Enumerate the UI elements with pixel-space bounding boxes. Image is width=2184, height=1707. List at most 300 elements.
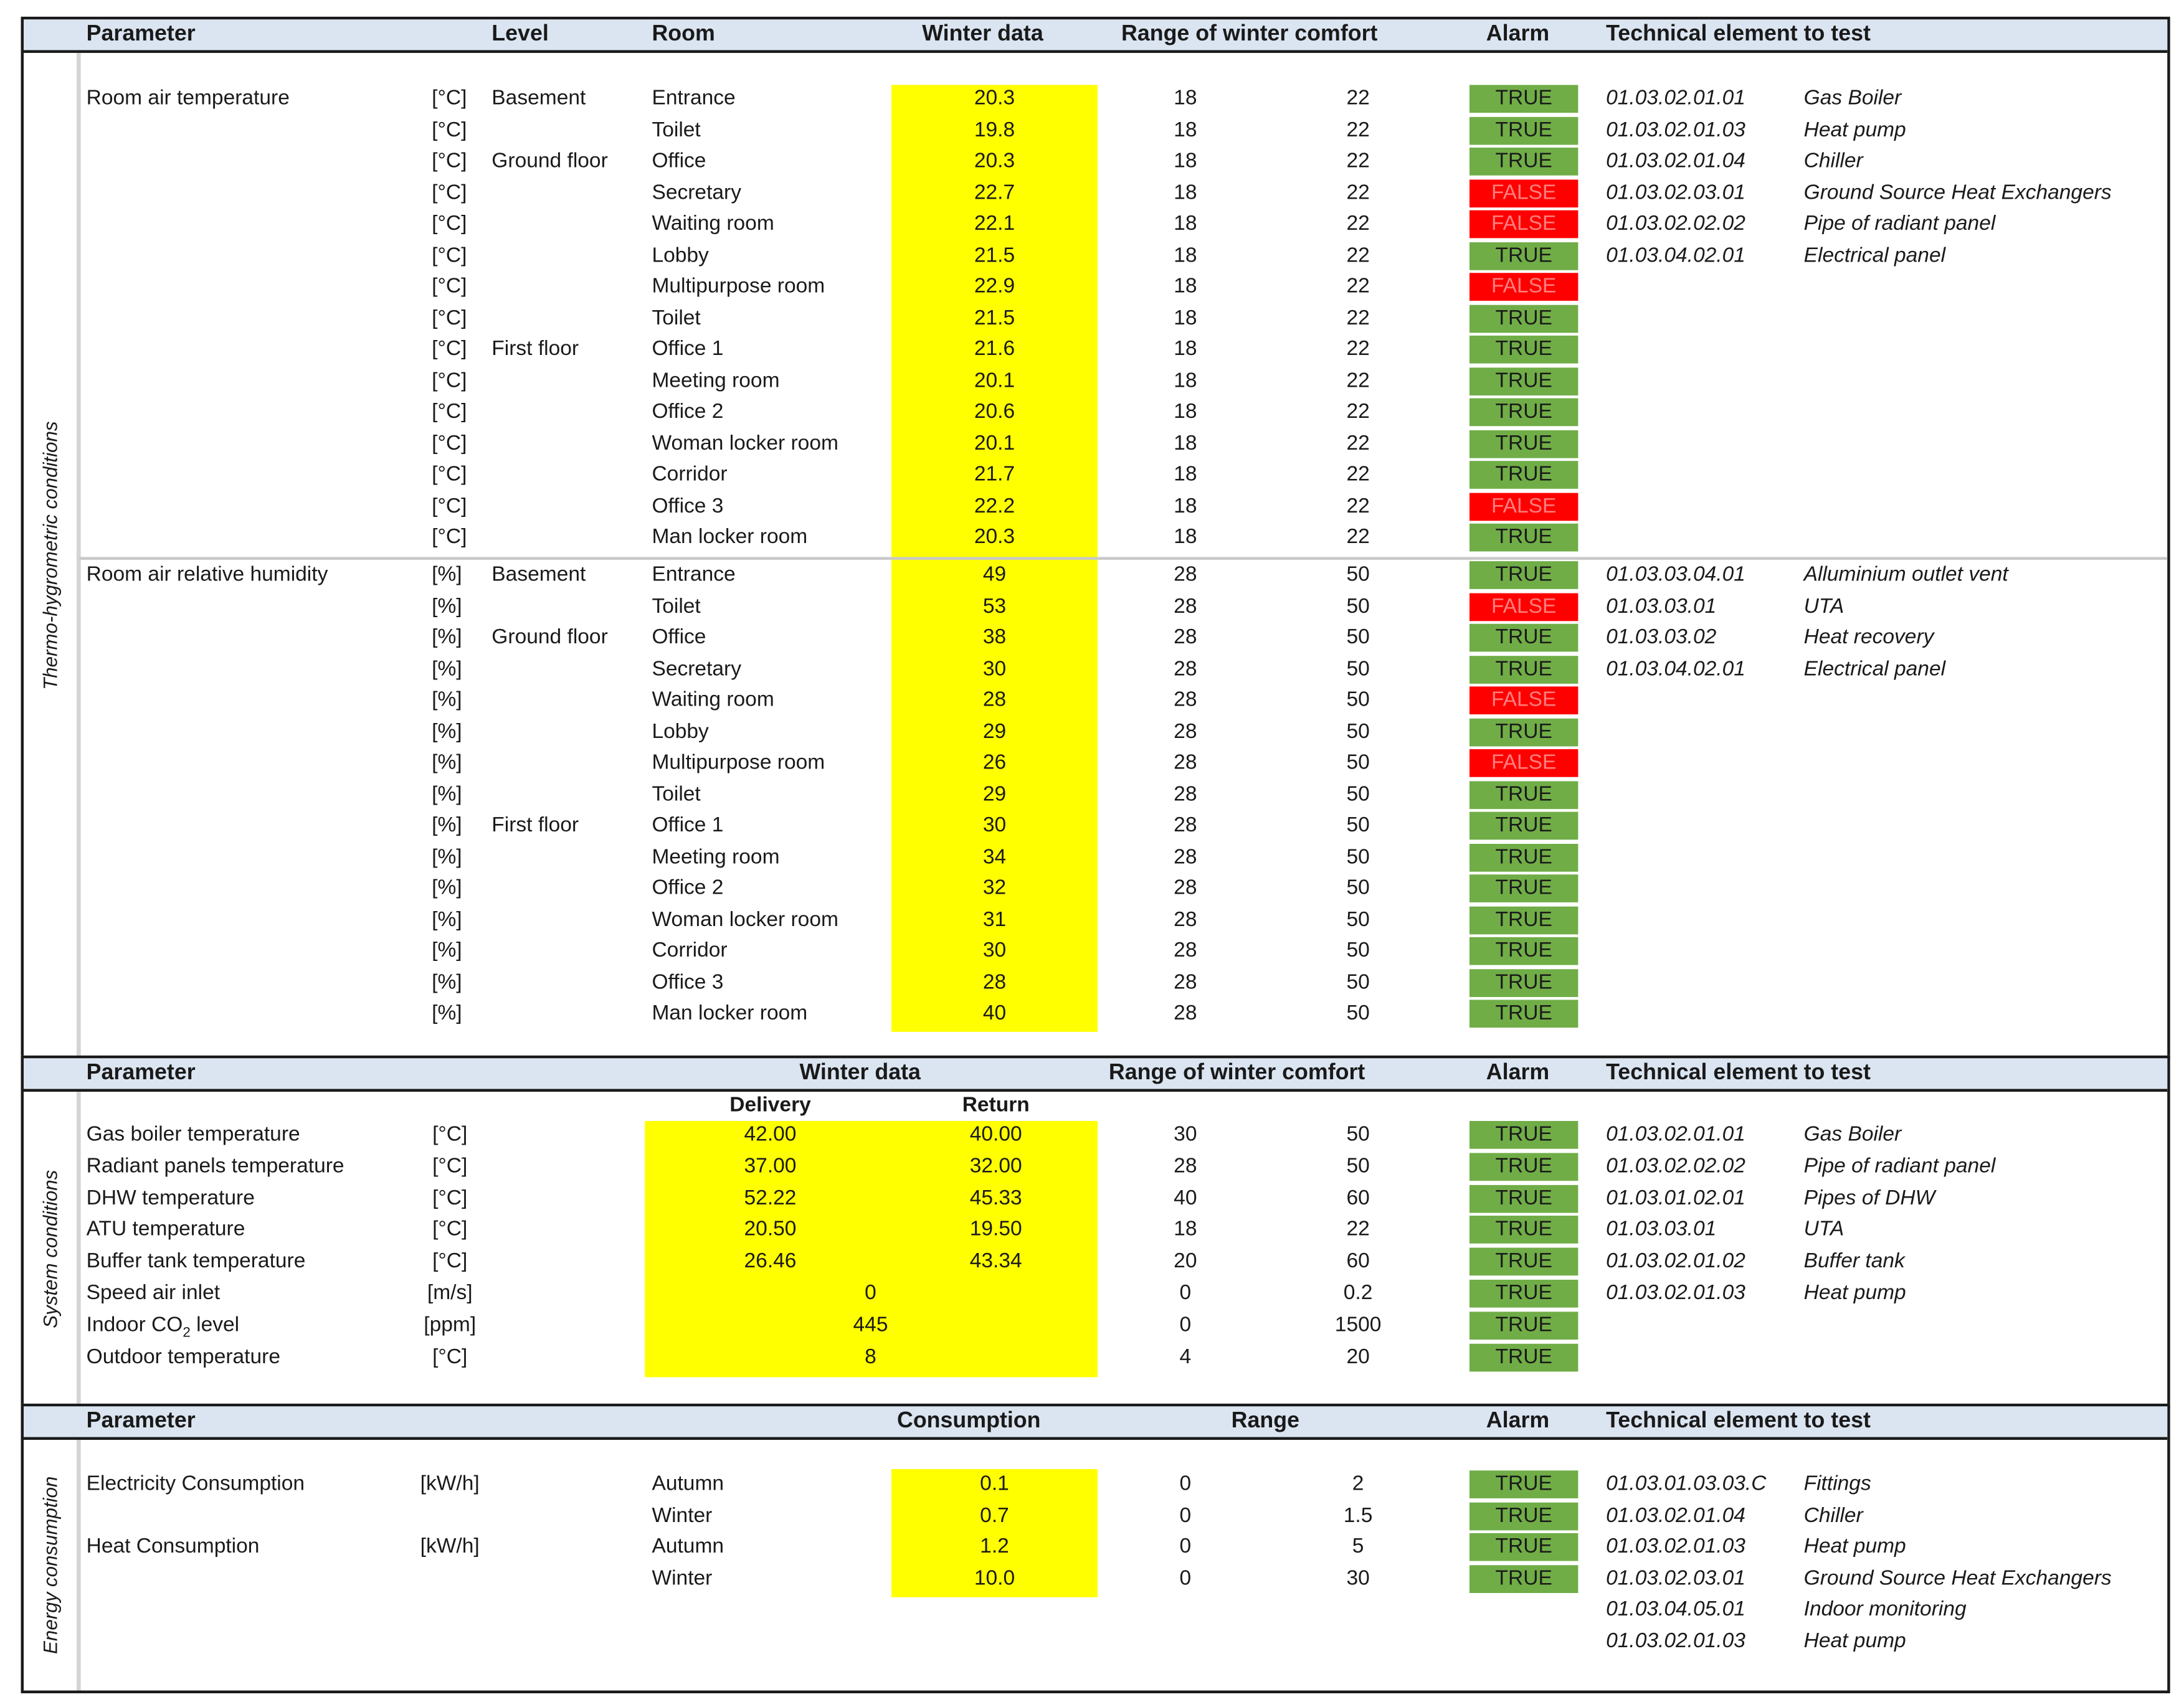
range-max-cell: 50 [1346,939,1370,963]
room-cell: Corridor [652,939,728,963]
element-name-cell: UTA [1803,593,1845,618]
range-max-cell: 50 [1346,970,1370,994]
return-value-cell: 43.34 [969,1249,1022,1274]
range-min-cell: 28 [1174,625,1197,649]
element-name-cell: Buffer tank [1803,1249,1905,1274]
range-max-cell: 50 [1346,907,1370,931]
unit-cell: [°C] [432,149,467,173]
alarm-cell: FALSE [1469,492,1578,520]
range-max-cell: 1.5 [1343,1503,1373,1527]
room-cell: Man locker room [652,524,808,549]
winter-value-cell: 20.3 [974,86,1015,110]
range-min-cell: 0 [1179,1503,1192,1527]
room-cell: Meeting room [652,368,780,392]
consumption-value-cell: 1.2 [980,1534,1009,1559]
range-min-cell: 18 [1174,86,1197,110]
room-cell: Toilet [652,117,701,141]
unit-cell: [%] [432,719,462,743]
level-cell: Basement [491,86,586,110]
alarm-cell: TRUE [1469,1312,1578,1340]
unit-cell: [°C] [432,337,467,361]
range-min-cell: 18 [1174,274,1197,298]
subscript: 2 [183,1325,191,1341]
range-min-cell: 18 [1174,399,1197,423]
unit-cell: [%] [432,813,462,837]
element-code-cell: 01.03.03.01 [1606,593,1717,618]
room-cell: Lobby [652,719,709,743]
parameter-name: Room air relative humidity [86,562,328,587]
return-value-cell: 19.50 [969,1218,1022,1242]
element-name-cell: Pipes of DHW [1803,1186,1935,1210]
delivery-subheader: Delivery [729,1093,811,1117]
winter-value-cell: 28 [982,688,1007,712]
range-min-cell: 18 [1174,462,1197,486]
range-min-cell: 28 [1174,750,1197,775]
header-technical-element: Technical element to test [1606,1061,1871,1085]
element-name-cell: Electrical panel [1803,656,1946,681]
level-cell: First floor [491,813,579,837]
header-technical-element: Technical element to test [1606,22,1871,46]
room-cell: Toilet [652,782,701,806]
parameter-name: Room air temperature [86,86,290,110]
winter-value-cell: 20.1 [974,431,1015,455]
thermo-header-row [24,19,2167,53]
range-max-cell: 50 [1346,656,1370,681]
element-code-cell: 01.03.02.01.02 [1606,1249,1745,1274]
range-min-cell: 28 [1174,844,1197,869]
consumption-value-cell: 10.0 [974,1566,1015,1591]
level-cell: First floor [491,337,579,361]
energy-side-panel [24,1440,81,1690]
room-cell: Woman locker room [652,907,838,931]
range-max-cell: 50 [1346,813,1370,837]
parameter-name: Indoor $CO_2$ level [86,1313,240,1341]
alarm-cell: TRUE [1469,1280,1578,1308]
winter-value-cell: 445 [853,1313,888,1337]
element-code-cell: 01.03.02.01.03 [1606,117,1745,141]
header-level: Level [491,22,549,46]
unit-cell: [%] [432,625,462,649]
season-cell: Autumn [652,1472,724,1496]
system-header-row [24,1058,2167,1092]
range-min-cell: 18 [1174,368,1197,392]
unit-cell: [°C] [432,1249,468,1274]
element-code-cell: 01.03.02.03.01 [1606,180,1745,204]
element-name-cell: Gas Boiler [1803,86,1902,110]
range-max-cell: 22 [1346,243,1370,267]
range-max-cell: 0.2 [1343,1281,1373,1305]
room-cell: Corridor [652,462,728,486]
header-consumption: Consumption [896,1409,1041,1433]
alarm-cell: TRUE [1469,718,1578,746]
room-cell: Office 2 [652,876,724,900]
unit-cell: [%] [432,562,462,587]
range-min-cell: 18 [1174,431,1197,455]
header-range-comfort: Range of winter comfort [1108,1061,1365,1085]
header-technical-element: Technical element to test [1606,1409,1871,1433]
room-cell: Multipurpose room [652,750,825,775]
element-code-cell: 01.03.02.01.03 [1606,1281,1745,1305]
parameter-name: Outdoor temperature [86,1345,280,1369]
range-max-cell: 22 [1346,180,1370,204]
header-parameter: Parameter [86,22,196,46]
room-cell: Office 3 [652,970,724,994]
element-code-cell: 01.03.04.02.01 [1606,243,1745,267]
consumption-value-cell: 0.1 [980,1472,1009,1496]
winter-value-cell: 53 [982,593,1007,618]
unit-cell: [°C] [432,399,467,423]
room-cell: Woman locker room [652,431,838,455]
header-parameter: Parameter [86,1409,196,1433]
alarm-cell: TRUE [1469,461,1578,489]
unit-cell: [%] [432,782,462,806]
winter-value-cell: 20.3 [974,149,1015,173]
parameter-name: Radiant panels temperature [86,1154,344,1178]
season-cell: Winter [652,1566,713,1591]
range-max-cell: 22 [1346,274,1370,298]
winter-value-cell: 21.5 [974,243,1015,267]
alarm-cell: TRUE [1469,624,1578,652]
element-name-cell: Fittings [1803,1472,1871,1496]
alarm-cell: TRUE [1469,1248,1578,1276]
element-code-cell: 01.03.03.01 [1606,1218,1717,1242]
range-max-cell: 50 [1346,750,1370,775]
winter-value-cell: 30 [982,656,1007,681]
room-cell: Meeting room [652,844,780,869]
range-max-cell: 22 [1346,431,1370,455]
unit-cell: [°C] [432,117,467,141]
winter-value-cell: 29 [982,719,1007,743]
season-cell: Autumn [652,1534,724,1559]
winter-value-cell: 20.3 [974,524,1015,549]
unit-cell: [°C] [432,462,467,486]
element-name-cell: Indoor monitoring [1803,1597,1967,1622]
range-min-cell: 18 [1174,243,1197,267]
element-code-cell: 01.03.01.02.01 [1606,1186,1745,1210]
return-value-cell: 32.00 [969,1154,1022,1178]
element-name-cell: Gas Boiler [1803,1122,1902,1147]
range-max-cell: 50 [1346,1122,1370,1147]
alarm-cell: FALSE [1469,179,1578,207]
alarm-cell: FALSE [1469,749,1578,777]
range-min-cell: 18 [1174,493,1197,518]
system-side-panel [24,1092,81,1405]
alarm-cell: TRUE [1469,1565,1578,1593]
unit-cell: [°C] [432,86,467,110]
range-min-cell: 18 [1174,117,1197,141]
alarm-cell: TRUE [1469,1121,1578,1149]
range-max-cell: 1500 [1334,1313,1382,1337]
room-cell: Multipurpose room [652,274,825,298]
element-code-cell: 01.03.02.01.03 [1606,1629,1745,1653]
unit-cell: [%] [432,876,462,900]
header-alarm: Alarm [1486,22,1550,46]
header-alarm: Alarm [1486,1061,1550,1085]
alarm-cell: TRUE [1469,1502,1578,1530]
range-max-cell: 22 [1346,524,1370,549]
winter-value-cell: 22.9 [974,274,1015,298]
unit-cell: [°C] [432,1154,468,1178]
alarm-cell: TRUE [1469,148,1578,176]
unit-cell: [°C] [432,1218,468,1242]
range-min-cell: 18 [1174,337,1197,361]
range-min-cell: 20 [1174,1249,1197,1274]
element-name-cell: Pipe of radiant panel [1803,1154,1996,1178]
element-name-cell: Ground Source Heat Exchangers [1803,180,2112,204]
alarm-cell: TRUE [1469,1153,1578,1181]
winter-value-cell: 38 [982,625,1007,649]
unit-cell: [°C] [432,1122,468,1147]
alarm-cell: FALSE [1469,592,1578,620]
range-min-cell: 28 [1174,688,1197,712]
range-max-cell: 50 [1346,782,1370,806]
alarm-cell: TRUE [1469,305,1578,333]
header-parameter: Parameter [86,1061,196,1085]
unit-cell: [°C] [432,1186,468,1210]
winter-value-cell: 20.1 [974,368,1015,392]
range-max-cell: 50 [1346,688,1370,712]
range-max-cell: 60 [1346,1186,1370,1210]
unit-cell: [°C] [432,274,467,298]
unit-cell: [ppm] [424,1313,477,1337]
unit-cell: [°C] [432,243,467,267]
alarm-cell: FALSE [1469,210,1578,239]
range-min-cell: 28 [1174,719,1197,743]
unit-cell: [%] [432,656,462,681]
range-min-cell: 28 [1174,1154,1197,1178]
alarm-cell: TRUE [1469,398,1578,426]
range-max-cell: 2 [1352,1472,1364,1496]
header-alarm: Alarm [1486,1409,1550,1433]
winter-value-cell: 22.7 [974,180,1015,204]
room-cell: Toilet [652,593,701,618]
consumption-value-cell: 0.7 [980,1503,1009,1527]
delivery-value-cell: 26.46 [744,1249,797,1274]
unit-cell: [%] [432,750,462,775]
element-code-cell: 01.03.02.01.04 [1606,1503,1745,1527]
alarm-cell: TRUE [1469,1216,1578,1244]
range-max-cell: 50 [1346,1154,1370,1178]
return-value-cell: 40.00 [969,1122,1022,1147]
winter-value-cell: 30 [982,939,1007,963]
winter-value-cell: 32 [982,876,1007,900]
unit-cell: [%] [432,844,462,869]
range-min-cell: 28 [1174,782,1197,806]
unit-cell: [%] [432,970,462,994]
range-min-cell: 28 [1174,939,1197,963]
alarm-cell: TRUE [1469,336,1578,364]
delivery-value-cell: 52.22 [744,1186,797,1210]
range-min-cell: 28 [1174,876,1197,900]
unit-cell: [°C] [432,180,467,204]
parameter-name: Gas boiler temperature [86,1122,300,1147]
range-min-cell: 18 [1174,180,1197,204]
header-winter-data: Winter data [799,1061,921,1085]
winter-value-cell: 34 [982,844,1007,869]
range-min-cell: 4 [1179,1345,1192,1369]
element-name-cell: Heat pump [1803,1534,1906,1559]
alarm-cell: TRUE [1469,843,1578,871]
return-subheader: Return [962,1093,1030,1117]
thermo-side-panel [24,53,81,1057]
range-max-cell: 22 [1346,1218,1370,1242]
alarm-cell: TRUE [1469,367,1578,395]
range-max-cell: 22 [1346,211,1370,235]
element-name-cell: Pipe of radiant panel [1803,211,1996,235]
return-value-cell: 45.33 [969,1186,1022,1210]
range-min-cell: 0 [1179,1472,1192,1496]
unit-cell: [°C] [432,305,467,329]
range-max-cell: 50 [1346,562,1370,587]
parameter-name: Speed air inlet [86,1281,221,1305]
unit-cell: [m/s] [427,1281,473,1305]
range-min-cell: 0 [1179,1281,1192,1305]
unit-cell: [°C] [432,493,467,518]
element-name-cell: Chiller [1803,1503,1863,1527]
range-max-cell: 5 [1352,1534,1364,1559]
parameter-tail: level [190,1313,240,1337]
range-min-cell: 18 [1174,149,1197,173]
alarm-cell: FALSE [1469,686,1578,714]
alarm-cell: TRUE [1469,874,1578,902]
room-cell: Lobby [652,243,709,267]
element-name-cell: Alluminium outlet vent [1803,562,2008,587]
range-max-cell: 20 [1346,1345,1370,1369]
range-max-cell: 22 [1346,337,1370,361]
alarm-cell: TRUE [1469,812,1578,840]
winter-value-cell: 40 [982,1001,1007,1025]
winter-value-cell: 49 [982,562,1007,587]
unit-cell: [°C] [432,368,467,392]
range-min-cell: 18 [1174,211,1197,235]
alarm-cell: TRUE [1469,1533,1578,1561]
range-max-cell: 30 [1346,1566,1370,1591]
winter-value-cell: 20.6 [974,399,1015,423]
unit-cell: [°C] [432,1345,468,1369]
alarm-cell: TRUE [1469,1000,1578,1028]
element-code-cell: 01.03.01.03.03.C [1606,1472,1767,1496]
winter-value-cell: 22.1 [974,211,1015,235]
room-cell: Entrance [652,86,736,110]
element-code-cell: 01.03.02.01.04 [1606,149,1745,173]
unit-cell: [%] [432,688,462,712]
winter-value-cell: 30 [982,813,1007,837]
winter-value-cell: 31 [982,907,1007,931]
range-min-cell: 40 [1174,1186,1197,1210]
energy-consumption-section [21,1404,2170,1693]
range-max-cell: 50 [1346,876,1370,900]
element-code-cell: 01.03.02.02.02 [1606,211,1745,235]
delivery-value-cell: 42.00 [744,1122,797,1147]
parameter-name: DHW temperature [86,1186,255,1210]
element-name-cell: UTA [1803,1218,1845,1242]
parameter-name: ATU temperature [86,1218,245,1242]
range-max-cell: 60 [1346,1249,1370,1274]
unit-cell: [°C] [432,431,467,455]
element-name-cell: Heat pump [1803,1629,1906,1653]
alarm-cell: TRUE [1469,906,1578,934]
element-name-cell: Chiller [1803,149,1863,173]
header-room: Room [652,22,715,46]
system-side-label: System conditions [39,1169,62,1328]
range-max-cell: 22 [1346,149,1370,173]
delivery-value-cell: 20.50 [744,1218,797,1242]
winter-value-cell: 19.8 [974,117,1015,141]
element-code-cell: 01.03.03.02 [1606,625,1717,649]
range-min-cell: 28 [1174,593,1197,618]
energy-side-label: Energy consumption [39,1476,62,1654]
alarm-cell: TRUE [1469,1470,1578,1498]
thermo-side-label: Thermo-hygrometric conditions [39,420,62,689]
unit-cell: [kW/h] [420,1534,480,1559]
delivery-value-cell: 37.00 [744,1154,797,1178]
room-cell: Office 3 [652,493,724,518]
header-range-comfort: Range of winter comfort [1121,22,1378,46]
parameter-name: Buffer tank temperature [86,1249,306,1274]
system-conditions-section [21,1056,2170,1408]
room-cell: Entrance [652,562,736,587]
winter-value-cell: 21.7 [974,462,1015,486]
range-max-cell: 22 [1346,493,1370,518]
parameter-name: Heat Consumption [86,1534,260,1559]
element-name-cell: Electrical panel [1803,243,1946,267]
element-code-cell: 01.03.02.02.02 [1606,1154,1745,1178]
range-min-cell: 28 [1174,813,1197,837]
range-min-cell: 28 [1174,970,1197,994]
thermo-hygrometric-section [21,17,2170,1060]
unit-cell: [%] [432,907,462,931]
room-cell: Office [652,625,706,649]
range-max-cell: 22 [1346,399,1370,423]
range-max-cell: 50 [1346,719,1370,743]
range-min-cell: 18 [1174,524,1197,549]
winter-value-cell: 8 [865,1345,876,1369]
range-min-cell: 18 [1174,305,1197,329]
range-min-cell: 30 [1174,1122,1197,1147]
level-cell: Ground floor [491,149,608,173]
level-cell: Ground floor [491,625,608,649]
range-min-cell: 0 [1179,1313,1192,1337]
element-code-cell: 01.03.02.03.01 [1606,1566,1745,1591]
range-min-cell: 0 [1179,1534,1192,1559]
alarm-cell: FALSE [1469,273,1578,301]
range-max-cell: 50 [1346,844,1370,869]
alarm-cell: TRUE [1469,116,1578,144]
header-range: Range [1231,1409,1299,1433]
alarm-cell: TRUE [1469,968,1578,996]
alarm-cell: TRUE [1469,430,1578,458]
unit-cell: [%] [432,1001,462,1025]
element-code-cell: 01.03.02.01.03 [1606,1534,1745,1559]
energy-header-row [24,1406,2167,1440]
alarm-cell: TRUE [1469,1184,1578,1213]
unit-cell: [%] [432,939,462,963]
range-max-cell: 22 [1346,368,1370,392]
winter-value-cell: 26 [982,750,1007,775]
room-cell: Waiting room [652,211,774,235]
element-code-cell: 01.03.02.01.01 [1606,1122,1745,1147]
range-max-cell: 22 [1346,117,1370,141]
alarm-cell: TRUE [1469,561,1578,589]
parameter-name: Electricity Consumption [86,1472,305,1496]
range-min-cell: 0 [1179,1566,1192,1591]
unit-cell: [°C] [432,211,467,235]
element-code-cell: 01.03.03.04.01 [1606,562,1745,587]
alarm-cell: TRUE [1469,780,1578,808]
room-cell: Waiting room [652,688,774,712]
range-max-cell: 50 [1346,625,1370,649]
element-code-cell: 01.03.04.05.01 [1606,1597,1745,1622]
